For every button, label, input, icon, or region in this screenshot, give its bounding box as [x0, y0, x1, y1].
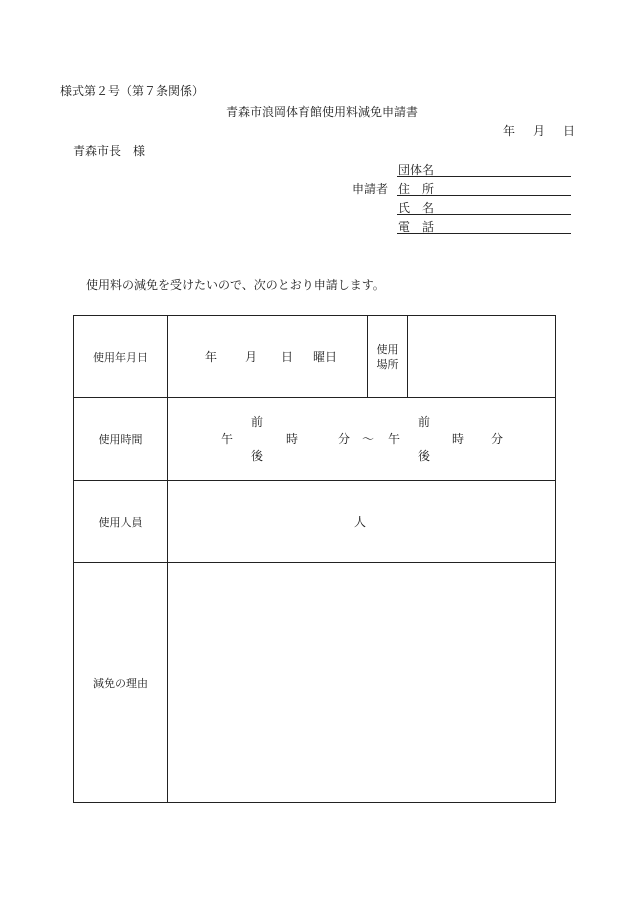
end-pm-label: 後 — [418, 449, 431, 463]
usage-time-label: 使用時間 — [74, 398, 168, 481]
usage-date-label: 使用年月日 — [74, 316, 168, 398]
usage-place-label — [368, 316, 408, 398]
end-am-label: 前 — [418, 415, 431, 429]
usage-place-cell[interactable] — [408, 316, 556, 398]
start-pm-label: 後 — [251, 449, 264, 463]
usage-date-weekday: 曜日 — [313, 350, 338, 364]
address-field[interactable] — [397, 195, 571, 196]
group-name-field[interactable] — [397, 176, 571, 177]
usage-time-cell[interactable] — [168, 398, 556, 481]
request-text: 使用料の減免を受けたいので、次のとおり申請します。 — [86, 278, 385, 292]
group-name-label: 団体名 — [398, 163, 435, 177]
start-am-label: 前 — [251, 415, 264, 429]
application-table — [73, 315, 556, 803]
usage-date-cell[interactable] — [168, 316, 368, 398]
start-minute-label: 分 — [338, 432, 351, 446]
usage-date-year: 年 — [205, 350, 218, 364]
usage-place-label-1: 使用 — [376, 342, 399, 356]
name-label: 氏 名 — [398, 201, 435, 215]
reason-label: 減免の理由 — [74, 563, 168, 803]
form-number: 様式第２号（第７条関係） — [60, 84, 205, 98]
date-day-label: 日 — [563, 124, 576, 138]
usage-date-row — [74, 316, 556, 398]
usage-people-row — [74, 481, 556, 563]
end-minute-label: 分 — [491, 432, 504, 446]
usage-time-row — [74, 398, 556, 481]
addressee: 青森市長 様 — [73, 144, 146, 158]
time-range-tilde: ～ — [362, 432, 375, 446]
name-field[interactable] — [397, 214, 571, 215]
start-noon-label: 午 — [221, 432, 234, 446]
form-title: 青森市浪岡体育館使用料減免申請書 — [226, 105, 419, 119]
reason-row — [74, 563, 556, 803]
end-hour-label: 時 — [452, 432, 465, 446]
phone-field[interactable] — [397, 233, 571, 234]
usage-place-label-2: 場所 — [376, 357, 399, 371]
usage-people-cell[interactable] — [168, 481, 556, 563]
applicant-label: 申請者 — [352, 182, 389, 196]
usage-people-label: 使用人員 — [74, 481, 168, 563]
address-label: 住 所 — [398, 182, 435, 196]
people-unit-label: 人 — [354, 515, 367, 529]
end-noon-label: 午 — [388, 432, 401, 446]
reason-cell[interactable] — [168, 563, 556, 803]
phone-label: 電 話 — [398, 220, 435, 234]
usage-date-month: 月 — [245, 350, 258, 364]
date-year-label: 年 — [503, 124, 516, 138]
usage-date-day: 日 — [281, 350, 294, 364]
date-month-label: 月 — [533, 124, 546, 138]
start-hour-label: 時 — [286, 432, 299, 446]
